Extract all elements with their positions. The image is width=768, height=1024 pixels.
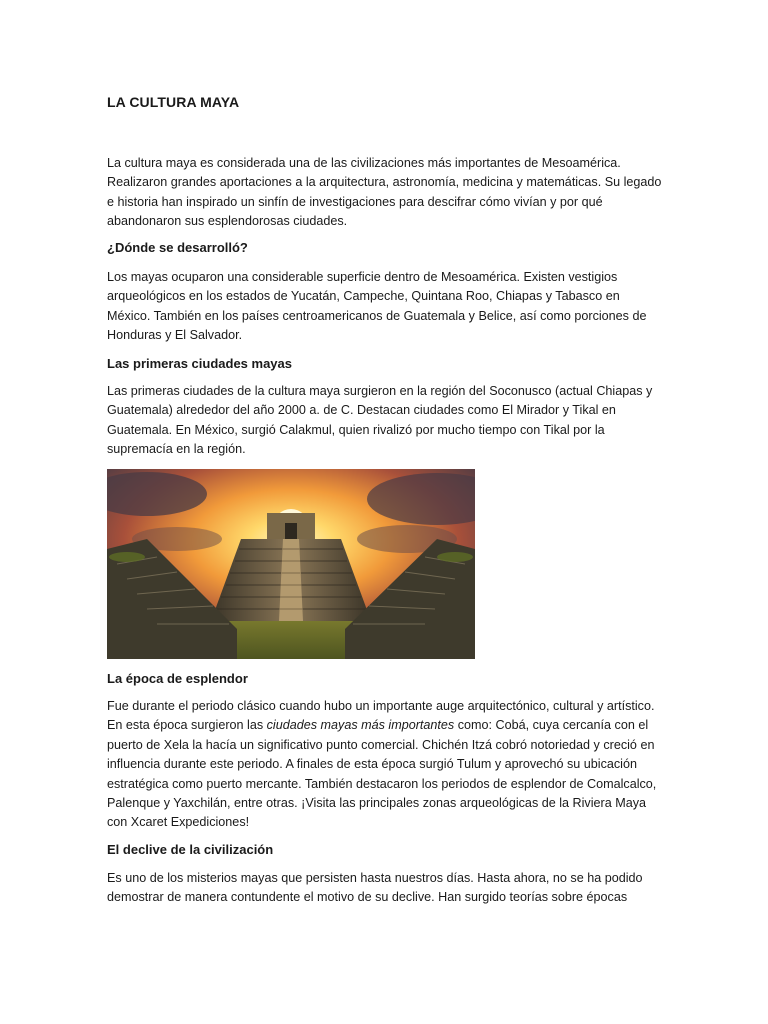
esplendor-text-end: como: Cobá, cuya cercanía con el puerto de Xela la hacía un significativo punto comercial. Chichén Itzá cobró notoriedad y creció en influencia durante este periodo. A finales de esta época surgió Tulum y aprovechó su ubicación estratégica como puerto mercante. También destacaron los periodos de esplendor de Comalcalco, Palenque y Yaxchilán, entre otras. ¡Visita las principales zonas arqueológicas de la Riviera Maya con Xcaret Expediciones! (107, 718, 657, 830)
document-title: LA CULTURA MAYA (107, 94, 240, 110)
section-heading-primeras-ciudades: Las primeras ciudades mayas (107, 356, 292, 371)
section-paragraph-donde: Los mayas ocuparon una considerable superficie dentro de Mesoamérica. Existen vestigios arqueológicos en los estados de Yucatán, Campeche, Quintana Roo, Chiapas y Tabasco en México. También en los países centroamericanos de Guatemala y Belice, así como porciones de Honduras y El Salvador. (107, 270, 647, 343)
section-paragraph-esplendor (107, 697, 662, 833)
section-paragraph-primeras-ciudades: Las primeras ciudades de la cultura maya surgieron en la región del Soconusco (actual Chiapas y Guatemala) alrededor del año 2000 a. de C. Destacan ciudades como El Mirador y Tikal en Guatemala. En México, surgió Calakmul, quien rivalizó por mucho tiempo con Tikal por la supremacía en la región. (107, 384, 653, 457)
intro-paragraph: La cultura maya es considerada una de las civilizaciones más importantes de Mesoamérica. Realizaron grandes aportaciones a la arquitectura, astronomía, medicina y matemáticas. Su legado e historia han inspirado un sinfín de investigaciones para descifrar cómo vivían y por qué abandonaron sus esplendorosas ciudades. (107, 156, 662, 229)
section-heading-donde: ¿Dónde se desarrolló? (107, 240, 248, 255)
section-paragraph-declive: Es uno de los misterios mayas que persisten hasta nuestros días. Hasta ahora, no se ha podido demostrar de manera contundente el motivo de su declive. Han surgido teorías sobre épocas (107, 871, 643, 905)
section-heading-esplendor: La época de esplendor (107, 671, 248, 686)
esplendor-text-start: Fue durante el periodo clásico cuando hubo un importante auge arquitectónico, cultural y artístico. En esta época surgieron las (107, 699, 655, 733)
section-heading-declive: El declive de la civilización (107, 842, 274, 857)
pyramid-photo (107, 469, 475, 659)
ciudades-mayas-link-text: ciudades mayas más importantes (266, 718, 455, 733)
